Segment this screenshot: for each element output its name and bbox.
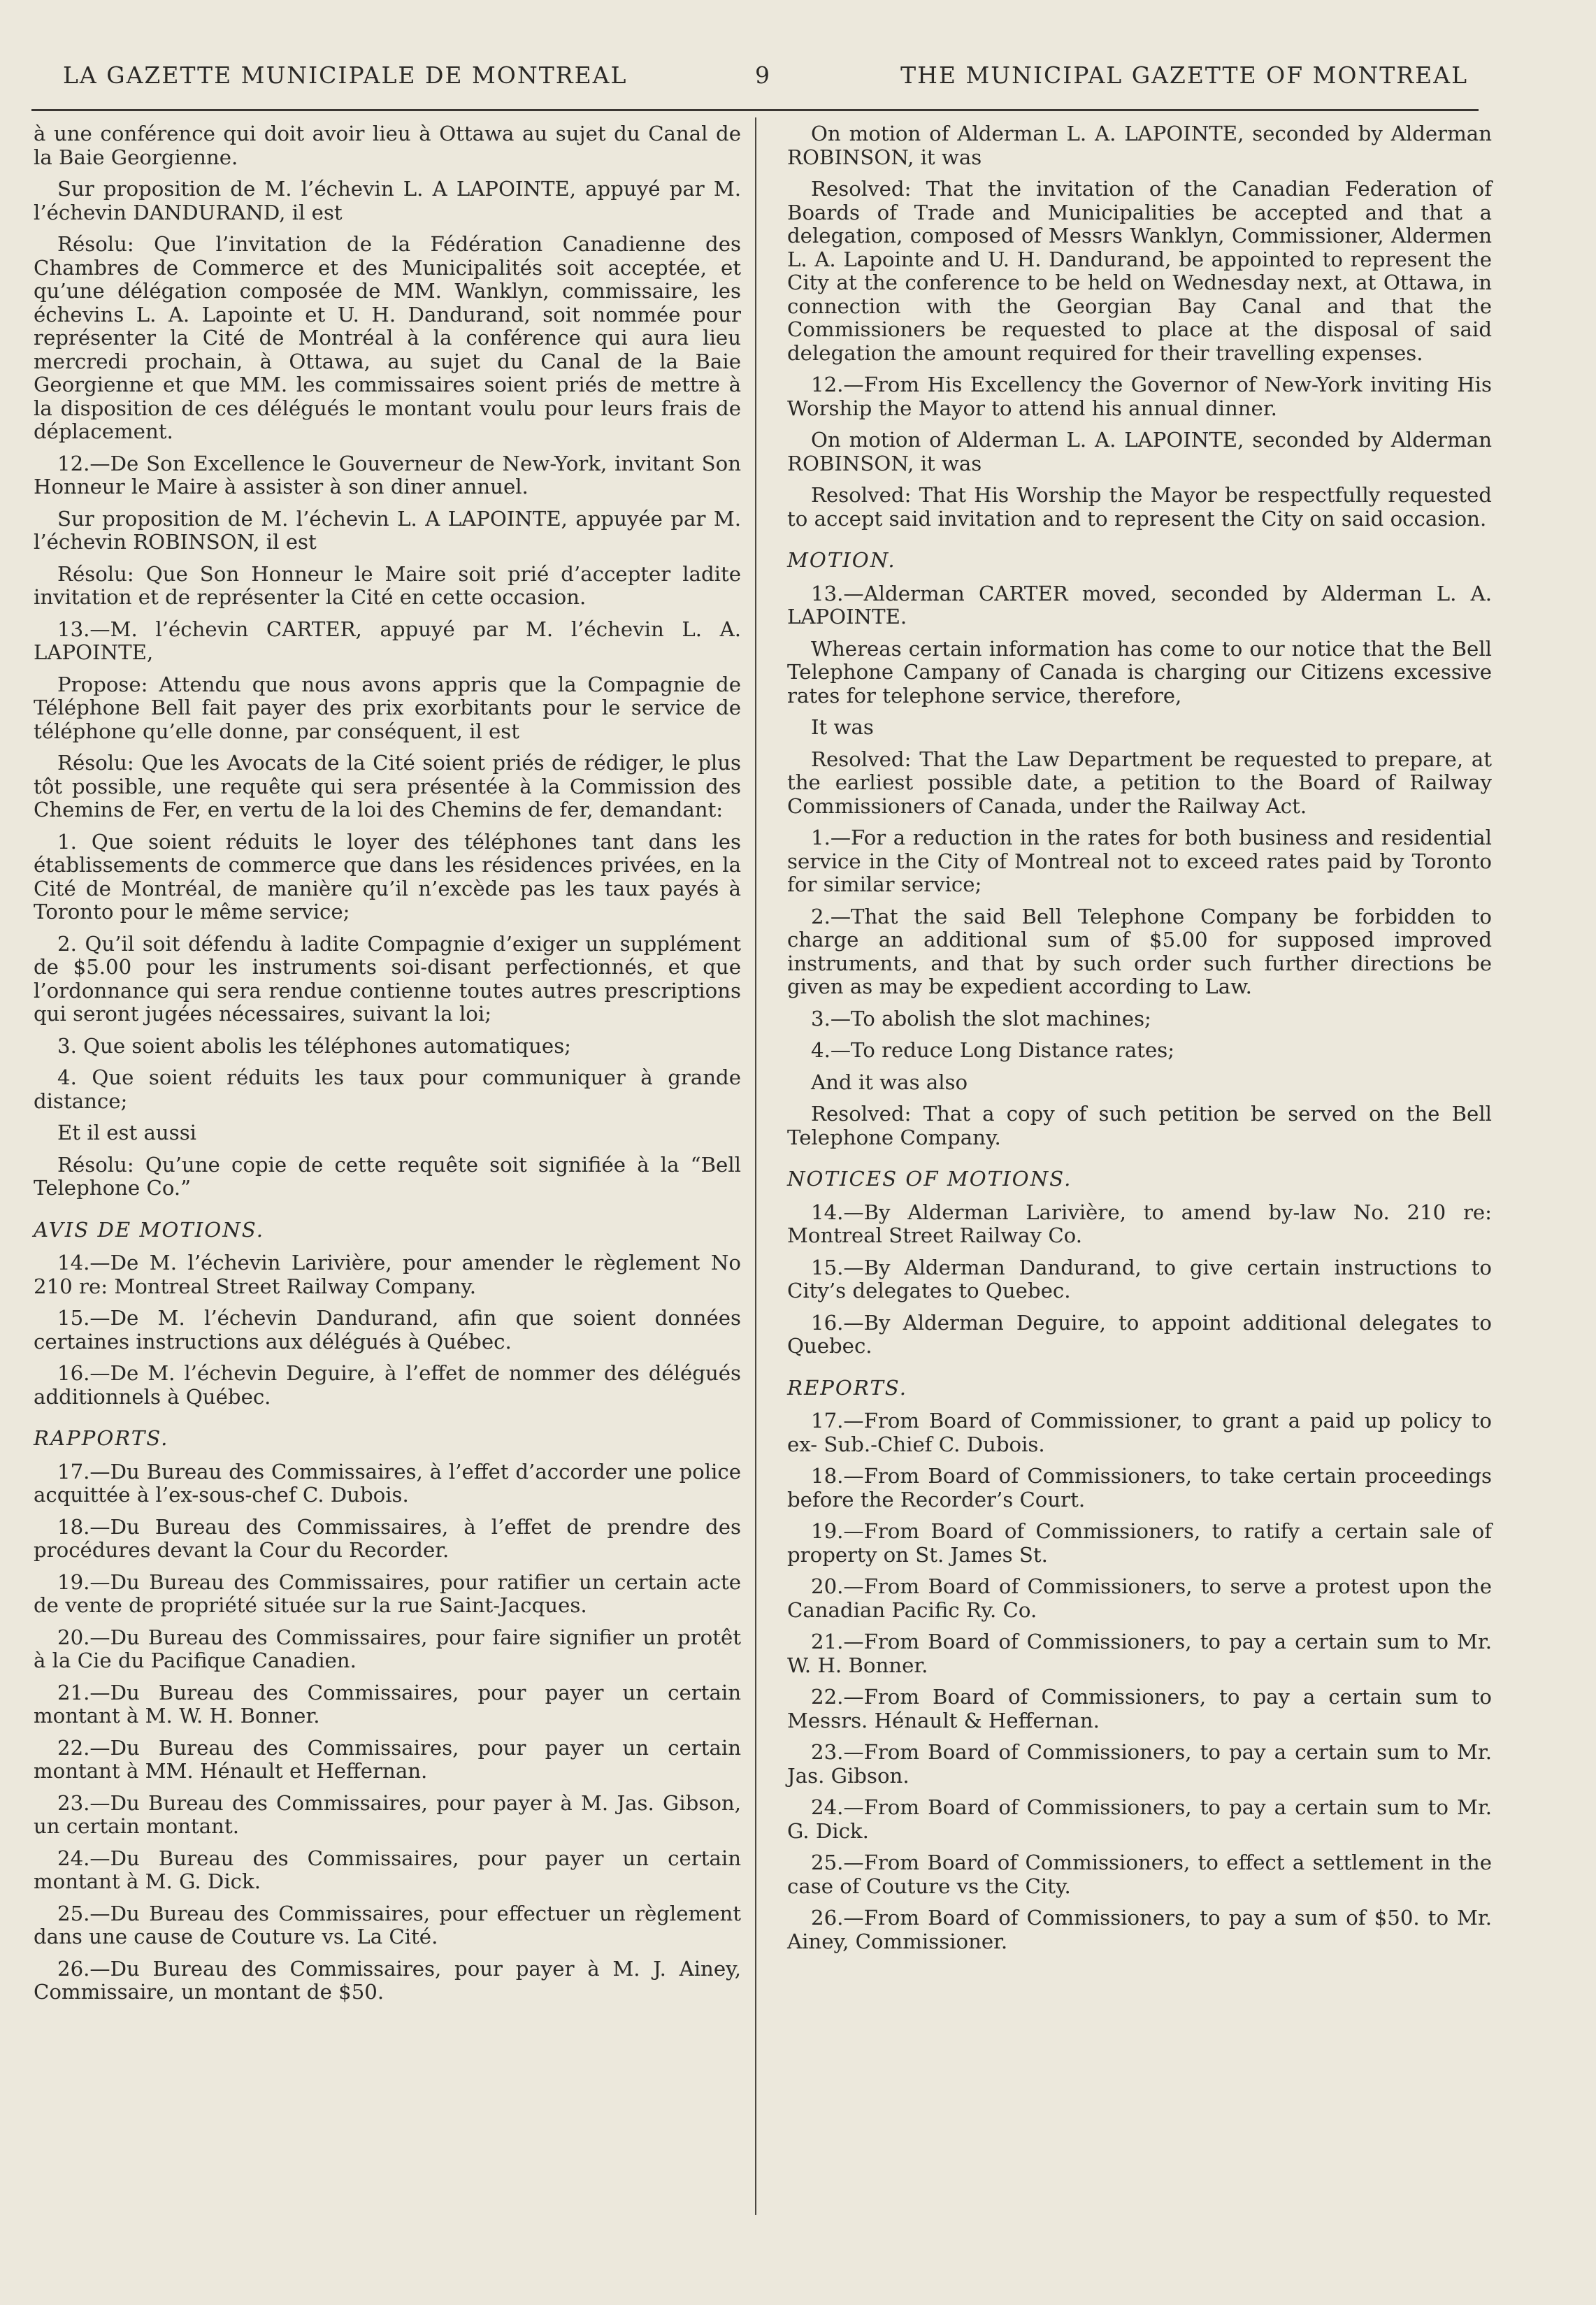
paragraph: 12.—From His Excellency the Governor of New-York inviting His Worship the Mayor to attend his annual dinner.: [787, 373, 1492, 420]
page-header: [28, 62, 1468, 103]
header-french-title: LA GAZETTE MUNICIPALE DE MONTREAL: [63, 62, 628, 89]
paragraph: 21.—From Board of Commissioners, to pay a certain sum to Mr. W. H. Bonner.: [787, 1630, 1492, 1677]
paragraph: Sur proposition de M. l’échevin L. A LAPOINTE, appuyé par M. l’échevin DANDURAND, il est: [34, 177, 741, 224]
paragraph: 1. Que soient réduits le loyer des téléphones tant dans les établissements de commerce que dans les résidences privées, en la Cité de Montréal, de manière qu’il n’excède pas les taux payés à Toronto pour le même service;: [34, 829, 741, 924]
column-divider: [755, 117, 756, 2215]
page-number: 9: [755, 62, 771, 89]
header-english-title: THE MUNICIPAL GAZETTE OF MONTREAL: [900, 62, 1468, 89]
paragraph: It was: [811, 715, 874, 739]
paragraph: 4.—To reduce Long Distance rates;: [811, 1038, 1175, 1062]
paragraph: 13.—M. l’échevin CARTER, appuyé par M. l’échevin L. A. LAPOINTE,: [34, 617, 741, 664]
paragraph: 23.—Du Bureau des Commissaires, pour payer à M. Jas. Gibson, un certain montant.: [34, 1790, 741, 1838]
paragraph: 19.—From Board of Commissioners, to ratify a certain sale of property on St. James St.: [787, 1519, 1492, 1567]
paragraph: 23.—From Board of Commissioners, to pay a certain sum to Mr. Jas. Gibson.: [787, 1740, 1492, 1788]
paragraph: 15.—By Alderman Dandurand, to give certain instructions to City’s delegates to Quebec.: [787, 1255, 1492, 1302]
paragraph: 16.—De M. l’échevin Deguire, à l’effet de nommer des délégués additionnels à Québec.: [34, 1361, 741, 1409]
paragraph: 1.—For a reduction in the rates for both business and residential service in the City of Montreal not to exceed rates paid by Toronto for similar service;: [787, 826, 1492, 896]
paragraph: 24.—From Board of Commissioners, to pay a certain sum to Mr. G. Dick.: [787, 1795, 1492, 1843]
header-rule: [31, 109, 1479, 111]
paragraph: 16.—By Alderman Deguire, to appoint additional delegates to Quebec.: [787, 1310, 1492, 1358]
paragraph: Resolved: That the invitation of the Canadian Federation of Boards of Trade and Municipalities be accepted and that a delegation, composed of Messrs Wanklyn, Commissioner, Aldermen L. A. Lapointe and U. H. Dandurand, be appointed to represent the City at the conference to be held on Wednesday next, at Ottawa, in connection with the Georgian Bay Canal and that the Commissioners be requested to place at the disposal of said delegation the amount required for their travelling expenses.: [787, 177, 1492, 365]
french-column: [34, 122, 741, 2013]
paragraph: Résolu: Que l’invitation de la Fédération Canadienne des Chambres de Commerce et des Municipalités soit acceptée, et qu’une délégation composée de MM. Wanklyn, commissaire, les échevins L. A. Lapointe et U. H. Dandurand, soit nommée pour représenter la Cité de Montréal à la conférence qui aura lieu mercredi prochain, à Ottawa, au sujet du Canal de la Baie Georgienne et que MM. les commissaires soient priés de mettre à la disposition de ces délégués le montant voulu pour leurs frais de déplacement.: [34, 232, 741, 443]
paragraph: Propose: Attendu que nous avons appris que la Compagnie de Téléphone Bell fait payer des prix exorbitants pour le service de téléphone qu’elle donne, par conséquent, il est: [34, 672, 741, 743]
paragraph: à une conférence qui doit avoir lieu à Ottawa au sujet du Canal de la Baie Georgienne.: [34, 122, 741, 169]
paragraph: 19.—Du Bureau des Commissaires, pour ratifier un certain acte de vente de propriété située sur la rue Saint-Jacques.: [34, 1570, 741, 1617]
paragraph: 15.—De M. l’échevin Dandurand, afin que soient données certaines instructions aux délégués à Québec.: [34, 1306, 741, 1353]
paragraph: 14.—De M. l’échevin Larivière, pour amender le règlement No 210 re: Montreal Street Railway Company.: [34, 1251, 741, 1298]
paragraph: 18.—Du Bureau des Commissaires, à l’effet de prendre des procédures devant la Cour du Recorder.: [34, 1514, 741, 1562]
paragraph: 22.—From Board of Commissioners, to pay a certain sum to Messrs. Hénault & Heffernan.: [787, 1685, 1492, 1732]
section-heading: AVIS DE MOTIONS.: [34, 1217, 265, 1242]
paragraph: 18.—From Board of Commissioners, to take certain proceedings before the Recorder’s Court.: [787, 1464, 1492, 1511]
paragraph: 2.—That the said Bell Telephone Company be forbidden to charge an additional sum of $5.00 for supposed improved instruments, and that by such order such further directions be given as may be expedient according to Law.: [787, 904, 1492, 998]
paragraph: 22.—Du Bureau des Commissaires, pour payer un certain montant à MM. Hénault et Heffernan.: [34, 1735, 741, 1783]
paragraph: And it was also: [811, 1070, 968, 1094]
paragraph: Resolved: That His Worship the Mayor be respectfully requested to accept said invitation and to represent the City on said occasion.: [787, 483, 1492, 531]
paragraph: 21.—Du Bureau des Commissaires, pour payer un certain montant à M. W. H. Bonner.: [34, 1680, 741, 1728]
section-heading: MOTION.: [787, 548, 896, 572]
paragraph: 25.—From Board of Commissioners, to effect a settlement in the case of Couture vs the City.: [787, 1851, 1492, 1898]
paragraph: 12.—De Son Excellence le Gouverneur de New-York, invitant Son Honneur le Maire à assister à son diner annuel.: [34, 451, 741, 498]
paragraph: Resolved: That a copy of such petition be served on the Bell Telephone Company.: [787, 1102, 1492, 1149]
paragraph: 25.—Du Bureau des Commissaires, pour effectuer un règlement dans une cause de Couture vs. La Cité.: [34, 1901, 741, 1948]
english-column: [787, 122, 1492, 1962]
paragraph: 13.—Alderman CARTER moved, seconded by Alderman L. A. LAPOINTE.: [787, 581, 1492, 629]
section-heading: REPORTS.: [787, 1375, 908, 1400]
paragraph: Et il est aussi: [57, 1121, 197, 1144]
paragraph: 3. Que soient abolis les téléphones automatiques;: [57, 1033, 572, 1058]
paragraph: Whereas certain information has come to our notice that the Bell Telephone Campany of Canada is charging our Citizens excessive rates for telephone service, therefore,: [787, 636, 1492, 708]
paragraph: 3.—To abolish the slot machines;: [811, 1006, 1151, 1031]
paragraph: On motion of Alderman L. A. LAPOINTE, seconded by Alderman ROBINSON, it was: [787, 428, 1492, 475]
paragraph: 20.—From Board of Commissioners, to serve a protest upon the Canadian Pacific Ry. Co.: [787, 1574, 1492, 1622]
paragraph: Sur proposition de M. l’échevin L. A LAPOINTE, appuyée par M. l’échevin ROBINSON, il est: [34, 506, 741, 554]
paragraph: 17.—Du Bureau des Commissaires, à l’effet d’accorder une police acquittée à l’ex-sous-chef C. Dubois.: [34, 1459, 741, 1507]
paragraph: Resolved: That the Law Department be requested to prepare, at the earliest possible date, a petition to the Board of Railway Commissioners of Canada, under the Railway Act.: [787, 747, 1492, 818]
paragraph: Résolu: Que Son Honneur le Maire soit prié d’accepter ladite invitation et de représenter la Cité en cette occasion.: [34, 561, 741, 609]
paragraph: 14.—By Alderman Larivière, to amend by-law No. 210 re: Montreal Street Railway Co.: [787, 1200, 1492, 1247]
paragraph: 26.—Du Bureau des Commissaires, pour payer à M. J. Ainey, Commissaire, un montant de $50.: [34, 1956, 741, 2004]
paragraph: Résolu: Que les Avocats de la Cité soient priés de rédiger, le plus tôt possible, une requête qui sera présentée à la Commission des Chemins de Fer, en vertu de la loi des Chemins de fer, demandant:: [34, 751, 741, 821]
paragraph: 20.—Du Bureau des Commissaires, pour faire signifier un protêt à la Cie du Pacifique Canadien.: [34, 1625, 741, 1672]
section-heading: NOTICES OF MOTIONS.: [787, 1167, 1072, 1191]
paragraph: 26.—From Board of Commissioners, to pay a sum of $50. to Mr. Ainey, Commissioner.: [787, 1906, 1492, 1953]
paragraph: On motion of Alderman L. A. LAPOINTE, seconded by Alderman ROBINSON, it was: [787, 122, 1492, 169]
paragraph: 24.—Du Bureau des Commissaires, pour payer un certain montant à M. G. Dick.: [34, 1846, 741, 1893]
paragraph: 2. Qu’il soit défendu à ladite Compagnie d’exiger un supplément de $5.00 pour les instruments soi-disant perfectionnés, et que l’ordonnance qui sera rendue contienne toutes autres prescriptions qui seront jugées nécessaires, suivant la loi;: [34, 931, 741, 1026]
section-heading: RAPPORTS.: [34, 1426, 169, 1450]
paragraph: 17.—From Board of Commissioner, to grant a paid up policy to ex- Sub.-Chief C. Dubois.: [787, 1409, 1492, 1456]
paragraph: 4. Que soient réduits les taux pour communiquer à grande distance;: [34, 1065, 741, 1113]
paragraph: Résolu: Qu’une copie de cette requête soit signifiée à la “Bell Telephone Co.”: [34, 1152, 741, 1200]
